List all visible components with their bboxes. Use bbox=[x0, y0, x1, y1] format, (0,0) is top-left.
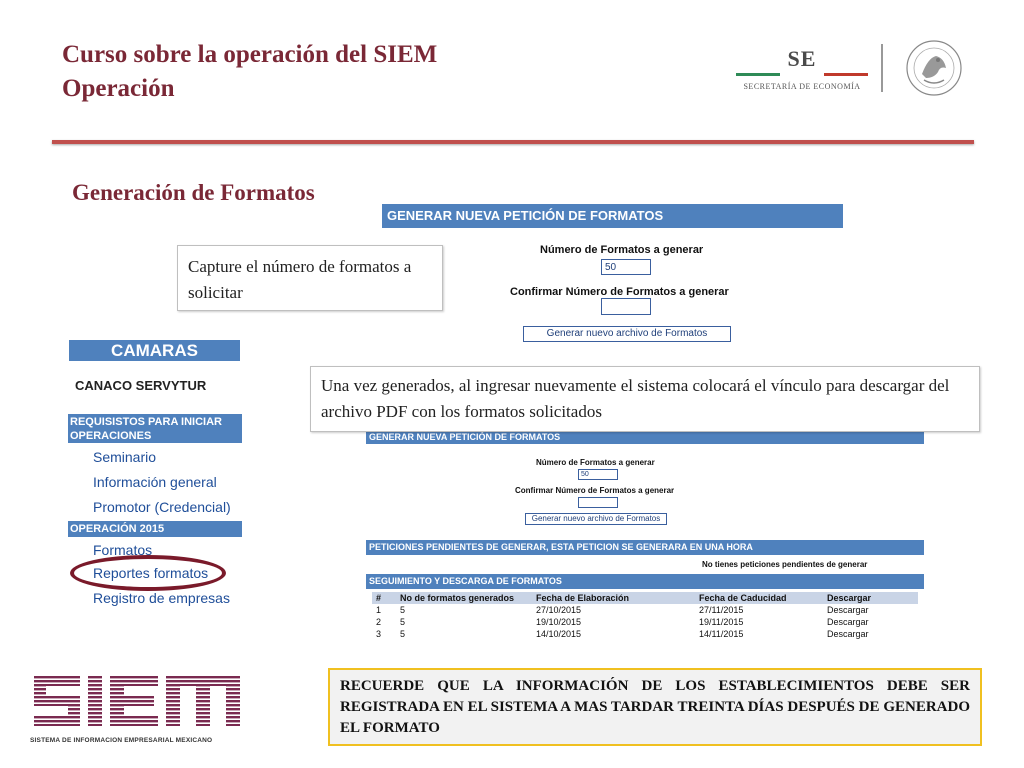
cell-num-formats: 5 bbox=[400, 605, 406, 615]
small-request-header: GENERAR NUEVA PETICIÓN DE FORMATOS bbox=[366, 430, 924, 444]
sidebar-item-seminario[interactable]: Seminario bbox=[93, 449, 157, 465]
cell-created-date: 19/10/2015 bbox=[536, 617, 582, 627]
tracking-header: SEGUIMIENTO Y DESCARGA DE FORMATOS bbox=[366, 574, 924, 589]
sidebar-item-promotor[interactable]: Promotor (Credencial) bbox=[93, 499, 231, 515]
se-logo-caption: SECRETARÍA DE ECONOMÍA bbox=[743, 82, 861, 91]
header-rule bbox=[52, 140, 974, 144]
section-title: Generación de Formatos bbox=[72, 180, 315, 205]
logo-divider bbox=[881, 44, 883, 92]
col-download: Descargar bbox=[823, 592, 918, 604]
small-num-input[interactable] bbox=[578, 469, 618, 480]
requirements-section-header: REQUISISTOS PARA INICIAR OPERACIONES bbox=[68, 414, 242, 443]
num-formats-input[interactable] bbox=[601, 259, 651, 275]
mexico-seal-icon bbox=[900, 38, 968, 98]
camaras-header: CAMARAS bbox=[69, 340, 240, 361]
org-name: CANACO SERVYTUR bbox=[75, 378, 207, 393]
cell-expiry-date: 19/11/2015 bbox=[699, 617, 744, 627]
col-index: # bbox=[372, 592, 396, 604]
slide-title-line2: Operación bbox=[62, 75, 175, 102]
num-formats-label: Número de Formatos a generar bbox=[540, 244, 704, 256]
download-link[interactable]: Descargar bbox=[827, 605, 869, 615]
table-row bbox=[372, 604, 918, 616]
table-row bbox=[372, 628, 918, 640]
operation-section-header: OPERACIÓN 2015 bbox=[68, 521, 242, 537]
generated-callout: Una vez generados, al ingresar nuevamente el sistema colocará el vínculo para descargar del archivo PDF con los formatos solicitados bbox=[310, 366, 980, 432]
cell-expiry-date: 27/11/2015 bbox=[699, 605, 744, 615]
col-created-date: Fecha de Elaboración bbox=[532, 592, 695, 604]
siem-logo-caption: SISTEMA DE INFORMACION EMPRESARIAL MEXICANO bbox=[30, 737, 213, 744]
se-logo bbox=[736, 46, 868, 96]
table-row bbox=[372, 616, 918, 628]
small-confirm-input[interactable] bbox=[578, 497, 618, 508]
se-logo-stripes bbox=[736, 73, 868, 76]
small-num-label: Número de Formatos a generar bbox=[536, 458, 655, 467]
siem-logo-letters-icon bbox=[30, 672, 244, 730]
tracking-table-header-row bbox=[372, 592, 918, 604]
small-confirm-label: Confirmar Número de Formatos a generar bbox=[515, 486, 675, 495]
small-generate-button[interactable]: Generar nuevo archivo de Formatos bbox=[525, 513, 667, 525]
pending-requests-message: No tienes peticiones pendientes de generar bbox=[702, 560, 868, 569]
highlight-ellipse bbox=[70, 555, 226, 591]
sidebar-item-formatos[interactable]: Formatos bbox=[93, 542, 153, 558]
col-expiry-date: Fecha de Caducidad bbox=[695, 592, 823, 604]
generate-formats-button[interactable]: Generar nuevo archivo de Formatos bbox=[523, 326, 731, 342]
download-link[interactable]: Descargar bbox=[827, 617, 869, 627]
pending-requests-header: PETICIONES PENDIENTES DE GENERAR, ESTA PETICION SE GENERARA EN UNA HORA bbox=[366, 540, 924, 555]
download-link[interactable]: Descargar bbox=[827, 629, 869, 639]
sidebar-item-informacion-general[interactable]: Información general bbox=[93, 474, 217, 490]
siem-logo bbox=[30, 672, 244, 746]
sidebar-item-reportes-formatos[interactable]: Reportes formatos bbox=[93, 565, 209, 581]
cell-index: 3 bbox=[376, 629, 382, 639]
reminder-notice: RECUERDE QUE LA INFORMACIÓN DE LOS ESTABLECIMIENTOS DEBE SER REGISTRADA EN EL SISTEMA A MAS TARDAR TREINTA DÍAS DESPUÉS DE GENERADO EL FORMATO bbox=[328, 668, 982, 746]
cell-num-formats: 5 bbox=[400, 617, 406, 627]
cell-created-date: 27/10/2015 bbox=[536, 605, 582, 615]
confirm-formats-input[interactable] bbox=[601, 298, 651, 315]
se-logo-text: SE bbox=[787, 46, 817, 71]
cell-index: 1 bbox=[376, 605, 382, 615]
tracking-table bbox=[372, 592, 918, 640]
slide-title bbox=[62, 38, 437, 106]
cell-expiry-date: 14/11/2015 bbox=[699, 629, 744, 639]
slide-title-line1: Curso sobre la operación del SIEM bbox=[62, 41, 438, 68]
cell-num-formats: 5 bbox=[400, 629, 406, 639]
cell-index: 2 bbox=[376, 617, 382, 627]
col-num-formats: No de formatos generados bbox=[396, 592, 532, 604]
confirm-formats-label: Confirmar Número de Formatos a generar bbox=[510, 286, 729, 298]
capture-callout: Capture el número de formatos a solicitar bbox=[177, 245, 443, 311]
new-request-header: GENERAR NUEVA PETICIÓN DE FORMATOS bbox=[382, 204, 843, 228]
sidebar-item-registro-empresas[interactable]: Registro de empresas bbox=[93, 590, 230, 606]
cell-created-date: 14/10/2015 bbox=[536, 629, 582, 639]
